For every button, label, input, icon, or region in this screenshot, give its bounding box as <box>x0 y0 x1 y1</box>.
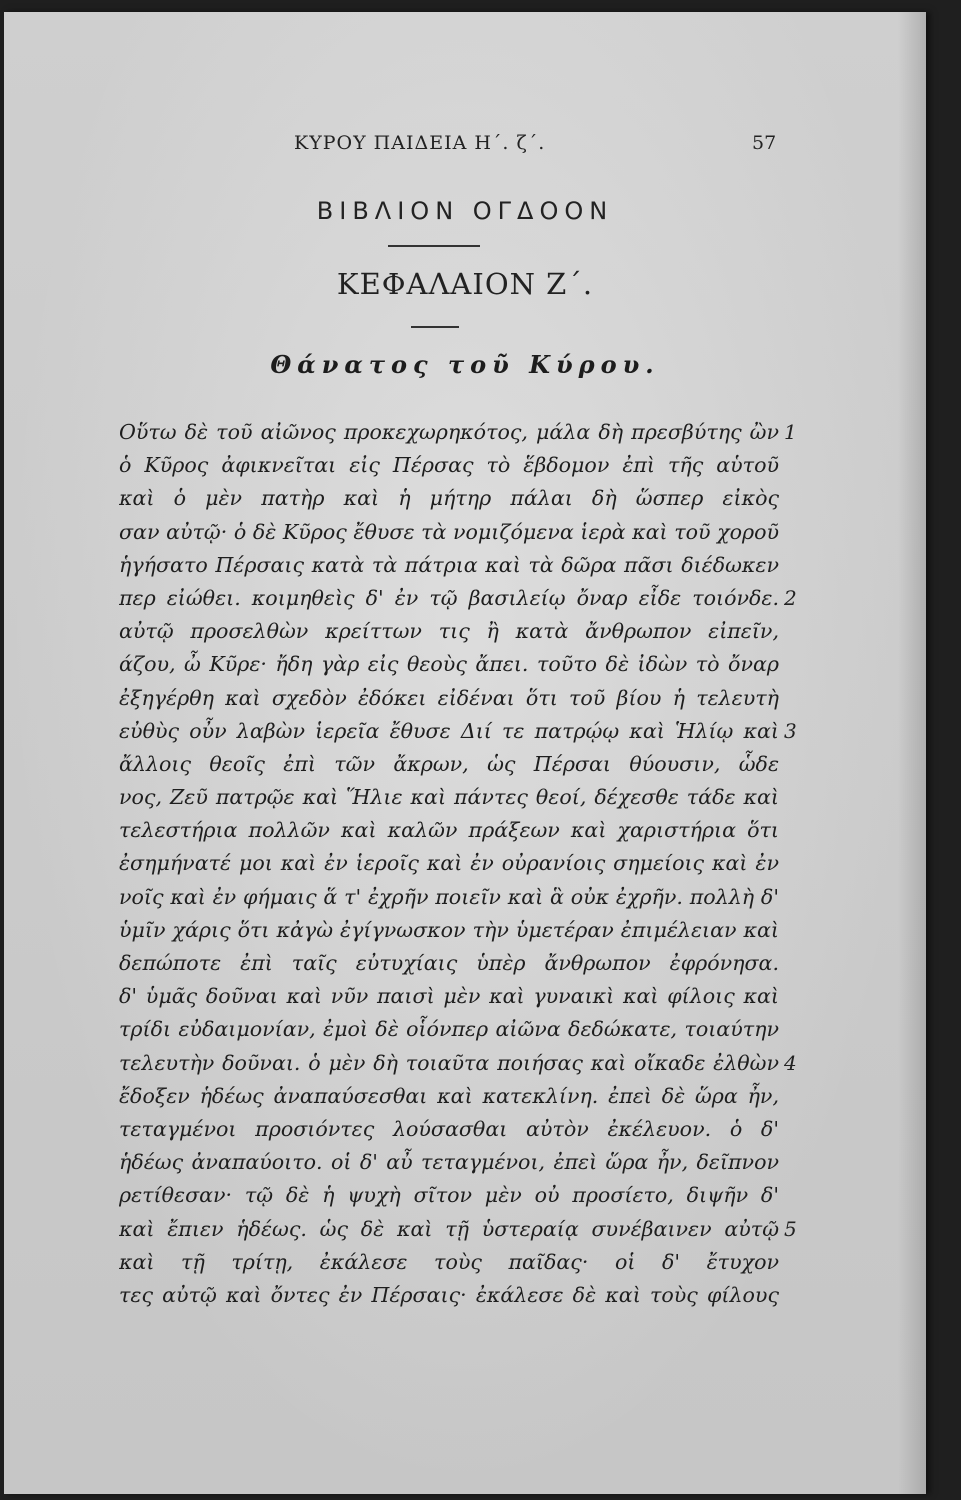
line-text: νος, Ζεῦ πατρῷε καὶ Ἥλιε καὶ πάντες θεοί, δέχεσθε τάδε καὶ <box>119 785 779 810</box>
text-line <box>119 1047 797 1080</box>
line-text: αὐτῷ προσελθὼν κρείττων τις ἢ κατὰ ἄνθρωπον εἰπεῖν, <box>119 619 779 644</box>
line-text: καὶ ἔπιεν ἡδέως. ὡς δὲ καὶ τῇ ὑστεραίᾳ συνέβαινεν αὐτῷ <box>119 1216 779 1241</box>
book-title: ΒΙΒΛΙΟΝ ΟΓΔΟΟΝ <box>316 197 614 225</box>
line-text: ἔδοξεν ἡδέως ἀναπαύσεσθαι καὶ κατεκλίνη. ἐπεὶ δὲ ὥρα ἦν, <box>119 1083 779 1108</box>
text-line <box>119 582 797 615</box>
section-number: 1 <box>784 420 797 444</box>
body-text <box>119 416 797 1312</box>
line-text: τεταγμένοι προσιόντες λούσασθαι αὐτὸν ἐκέλευον. ὁ δ' <box>119 1116 779 1141</box>
page-edge-shadow <box>898 12 926 1494</box>
text-line <box>119 781 779 814</box>
title-rule <box>388 245 480 247</box>
text-line <box>119 648 779 681</box>
section-title: Θάνατος τοῦ Κύρου. <box>270 350 660 379</box>
line-text: άζου, ὦ Κῦρε· ἤδη γὰρ εἰς θεοὺς ἄπει. τοῦτο δὲ ἰδὼν τὸ ὄναρ <box>119 652 779 677</box>
line-text: Οὕτω δὲ τοῦ αἰῶνος προκεχωρηκότος, μάλα δὴ πρεσβύτης ὢν <box>119 420 779 444</box>
section-number: 4 <box>784 1050 797 1075</box>
text-line <box>119 615 779 648</box>
text-line <box>119 416 797 449</box>
line-text: ἐσημήνατέ μοι καὶ ἐν ἱεροῖς καὶ ἐν οὐρανίοις σημείοις καὶ ἐν <box>119 851 779 876</box>
line-text: ἡδέως ἀναπαύοιτο. οἱ δ' αὖ τεταγμένοι, ἐπεὶ ὥρα ἦν, δεῖπνον <box>119 1150 779 1175</box>
chapter-rule <box>411 326 459 328</box>
line-text: ἐξηγέρθη καὶ σχεδὸν ἐδόκει εἰδέναι ὅτι τοῦ βίου ἡ τελευτὴ <box>119 685 779 710</box>
page-number: 57 <box>752 132 777 154</box>
line-text: δεπώποτε ἐπὶ ταῖς εὐτυχίαις ὑπὲρ ἄνθρωπον ἐφρόνησα. <box>119 951 779 975</box>
line-text: ἄλλοις θεοῖς ἐπὶ τῶν ἄκρων, ὡς Πέρσαι θύουσιν, ὧδε <box>119 751 779 776</box>
line-text: ὑμῖν χάρις ὅτι κἀγὼ ἐγίγνωσκον τὴν ὑμετέραν ἐπιμέλειαν καὶ <box>119 917 779 942</box>
text-line <box>119 682 779 715</box>
line-text: τες αὐτῷ καὶ ὄντες ἐν Πέρσαις· ἐκάλεσε δὲ καὶ τοὺς φίλους <box>119 1282 779 1307</box>
line-text: ἡγήσατο Πέρσαις κατὰ τὰ πάτρια καὶ τὰ δῶρα πᾶσι διέδωκεν <box>119 552 779 577</box>
line-text: καὶ ὁ μὲν πατὴρ καὶ ἡ μήτηρ πάλαι δὴ ὥσπερ εἰκὸς <box>119 486 779 511</box>
text-line <box>119 748 779 781</box>
text-line <box>119 1146 779 1179</box>
line-text: σαν αὐτῷ· ὁ δὲ Κῦρος ἔθυσε τὰ νομιζόμενα ἱερὰ καὶ τοῦ χοροῦ <box>119 519 779 544</box>
line-text: τελεστήρια πολλῶν καὶ καλῶν πράξεων καὶ χαριστήρια ὅτι <box>119 818 779 843</box>
section-number: 2 <box>784 585 797 610</box>
section-number: 3 <box>784 718 797 743</box>
text-line <box>119 715 797 748</box>
text-line <box>119 482 779 515</box>
text-line <box>119 1179 779 1212</box>
text-line <box>119 1113 779 1146</box>
text-line <box>119 549 779 582</box>
line-text: εὐθὺς οὖν λαβὼν ἱερεῖα ἔθυσε Διί τε πατρῴῳ καὶ Ἡλίῳ καὶ <box>119 718 779 743</box>
line-text: νοῖς καὶ ἐν φήμαις ἅ τ' ἐχρῆν ποιεῖν καὶ ἃ οὐκ ἐχρῆν. πολλὴ δ' <box>119 884 779 909</box>
line-text: περ εἰώθει. κοιμηθεὶς δ' ἐν τῷ βασιλείῳ ὄναρ εἶδε τοιόνδε. <box>119 585 779 610</box>
line-text: τελευτὴν δοῦναι. ὁ μὲν δὴ τοιαῦτα ποιήσας καὶ οἴκαδε ἐλθὼν <box>119 1050 779 1075</box>
text-line <box>119 1246 779 1279</box>
text-line <box>119 847 779 880</box>
text-line <box>119 947 779 980</box>
text-line <box>119 1213 797 1246</box>
book-page <box>4 12 926 1494</box>
text-line <box>119 1279 779 1312</box>
chapter-title: ΚΕΦΑΛΑΙΟΝ Ζ΄. <box>336 267 594 301</box>
text-line <box>119 516 779 549</box>
line-text: ρετίθεσαν· τῷ δὲ ἡ ψυχὴ σῖτον μὲν οὐ προσίετο, διψῆν δ' <box>119 1183 779 1208</box>
text-line <box>119 881 779 914</box>
section-number: 5 <box>784 1216 797 1241</box>
text-line <box>119 914 779 947</box>
text-line <box>119 814 779 847</box>
text-line <box>119 980 779 1013</box>
text-line <box>119 1080 779 1113</box>
line-text: ὁ Κῦρος ἀφικνεῖται εἰς Πέρσας τὸ ἕβδομον ἐπὶ τῆς αὑτοῦ <box>119 453 779 478</box>
text-line <box>119 449 779 482</box>
line-text: καὶ τῇ τρίτῃ, ἐκάλεσε τοὺς παῖδας· οἱ δ' ἔτυχον <box>119 1249 779 1274</box>
line-text: δ' ὑμᾶς δοῦναι καὶ νῦν παισὶ μὲν καὶ γυναικὶ καὶ φίλοις καὶ <box>119 984 779 1009</box>
running-head: ΚΥΡΟΥ ΠΑΙΔΕΙΑ Η΄. ζ΄. <box>294 132 546 154</box>
line-text: τρίδι εὐδαιμονίαν, ἐμοὶ δὲ οἷόνπερ αἰῶνα δεδώκατε, τοιαύτην <box>119 1017 779 1042</box>
text-line <box>119 1013 779 1046</box>
